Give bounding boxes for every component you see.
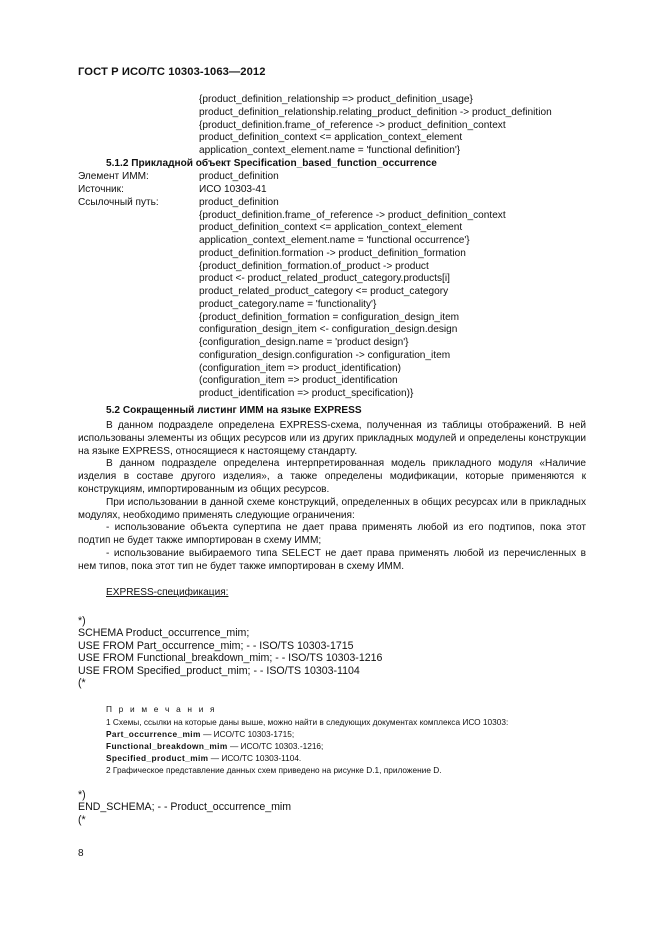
path-line: {configuration_design.name = 'product design'}: [199, 337, 409, 348]
note-title: П р и м е ч а н и я: [106, 704, 217, 714]
path-line: configuration_design.configuration -> configuration_item: [199, 350, 451, 361]
element-value: product_definition: [199, 171, 279, 182]
element-label: Элемент ИММ:: [78, 171, 149, 182]
code-line: USE FROM Part_occurrence_mim; - - ISO/TS 10303-1715: [78, 640, 354, 652]
path-line: product_definition_relationship.relating_product_definition -> product_definition: [199, 107, 552, 118]
code-line: END_SCHEMA; - - Product_occurrence_mim: [78, 801, 292, 813]
schema-name: Part_occurrence_mim: [106, 729, 201, 739]
schema-name: Specified_product_mim: [106, 753, 209, 763]
source-value: ИСО 10303-41: [199, 184, 267, 195]
note-reference: [106, 728, 294, 740]
restriction-item: - использование выбираемого типа SELECT не дает права применять любой из перечисленных в нем типов, пока этот тип не будет также импортирован в схему ИММ.: [78, 547, 586, 572]
code-line: *): [78, 615, 86, 627]
code-line: *): [78, 789, 86, 801]
path-line: {product_definition.frame_of_reference -> product_definition_context: [199, 210, 506, 221]
path-line: application_context_element.name = 'functional occurrence'}: [199, 235, 470, 246]
source-label: Источник:: [78, 184, 124, 195]
path-line: product_related_product_category <= product_category: [199, 286, 449, 297]
path-line: (configuration_item => product_identification: [199, 375, 398, 386]
path-line: product_category.name = 'functionality'}: [199, 299, 377, 310]
path-line: (configuration_item => product_identification): [199, 363, 401, 374]
page-header: ГОСТ Р ИСО/ТС 10303-1063—2012: [78, 66, 266, 78]
schema-doc: — ИСО/ТС 10303.-1216;: [227, 741, 324, 751]
body-text: [78, 420, 586, 574]
section-heading-5-1-2: 5.1.2 Прикладной объект Specification_based_function_occurrence: [106, 158, 437, 169]
paragraph: При использовании в данной схеме конструкций, определенных в общих ресурсах или в прикладных модулях, необходимо применять следующие ограничения:: [78, 496, 586, 521]
path-line: {product_definition.frame_of_reference -> product_definition_context: [199, 120, 506, 131]
path-line: product_definition_context <= application_context_element: [199, 222, 463, 233]
path-line: product_identification => product_specification)}: [199, 388, 414, 399]
path-line: {product_definition_formation = configuration_design_item: [199, 312, 460, 323]
code-line: USE FROM Specified_product_mim; - - ISO/TS 10303-1104: [78, 665, 360, 677]
path-line: product_definition: [199, 197, 279, 208]
page-number: 8: [78, 848, 84, 859]
path-line: product_definition_context <= application_context_element: [199, 132, 463, 143]
schema-doc: — ИСО/ТС 10303-1715;: [200, 729, 295, 739]
code-line: (*: [78, 677, 86, 689]
code-line: SCHEMA Product_occurrence_mim;: [78, 627, 250, 639]
path-line: application_context_element.name = 'functional definition'}: [199, 145, 461, 156]
path-line: configuration_design_item <- configuration_design.design: [199, 324, 458, 335]
path-line: {product_definition_relationship => product_definition_usage}: [199, 94, 473, 105]
schema-name: Functional_breakdown_mim: [106, 741, 228, 751]
note-item: 1 Схемы, ссылки на которые даны выше, можно найти в следующих документах комплекса ИСО 10303:: [106, 717, 509, 727]
code-line: (*: [78, 814, 86, 826]
path-line: {product_definition_formation.of_product -> product: [199, 261, 429, 272]
note-reference: [106, 752, 301, 764]
restriction-item: - использование объекта супертипа не дает права применять любой из его подтипов, пока этот подтип не будет также импортирован в схему ИММ;: [78, 522, 586, 547]
paragraph: В данном подразделе определена интерпретированная модель прикладного модуля «Наличие изделия в составе другого изделия», а также определены модификации, которые применяются к конструкциям, импортированным из общих ресурсов.: [78, 458, 586, 495]
section-heading-5-2: 5.2 Сокращенный листинг ИММ на языке EXPRESS: [106, 405, 362, 416]
schema-doc: — ИСО/ТС 10303-1104.: [208, 753, 302, 763]
note-reference: [106, 740, 323, 752]
note-item: 2 Графическое представление данных схем приведено на рисунке D.1, приложение D.: [106, 765, 442, 775]
path-line: product <- product_related_product_category.products[i]: [199, 273, 450, 284]
express-spec-label: EXPRESS-спецификация:: [106, 587, 229, 598]
paragraph: В данном подразделе определена EXPRESS-схема, полученная из таблицы отображений. В ней использованы элементы из общих ресурсов или из других прикладных модулей и определены конструкции на языке EXPRESS, относящиеся к настоящему стандарту.: [78, 420, 586, 457]
code-line: USE FROM Functional_breakdown_mim; - - ISO/TS 10303-1216: [78, 652, 383, 664]
path-line: product_definition.formation -> product_definition_formation: [199, 248, 466, 259]
path-label: Ссылочный путь:: [78, 197, 159, 208]
